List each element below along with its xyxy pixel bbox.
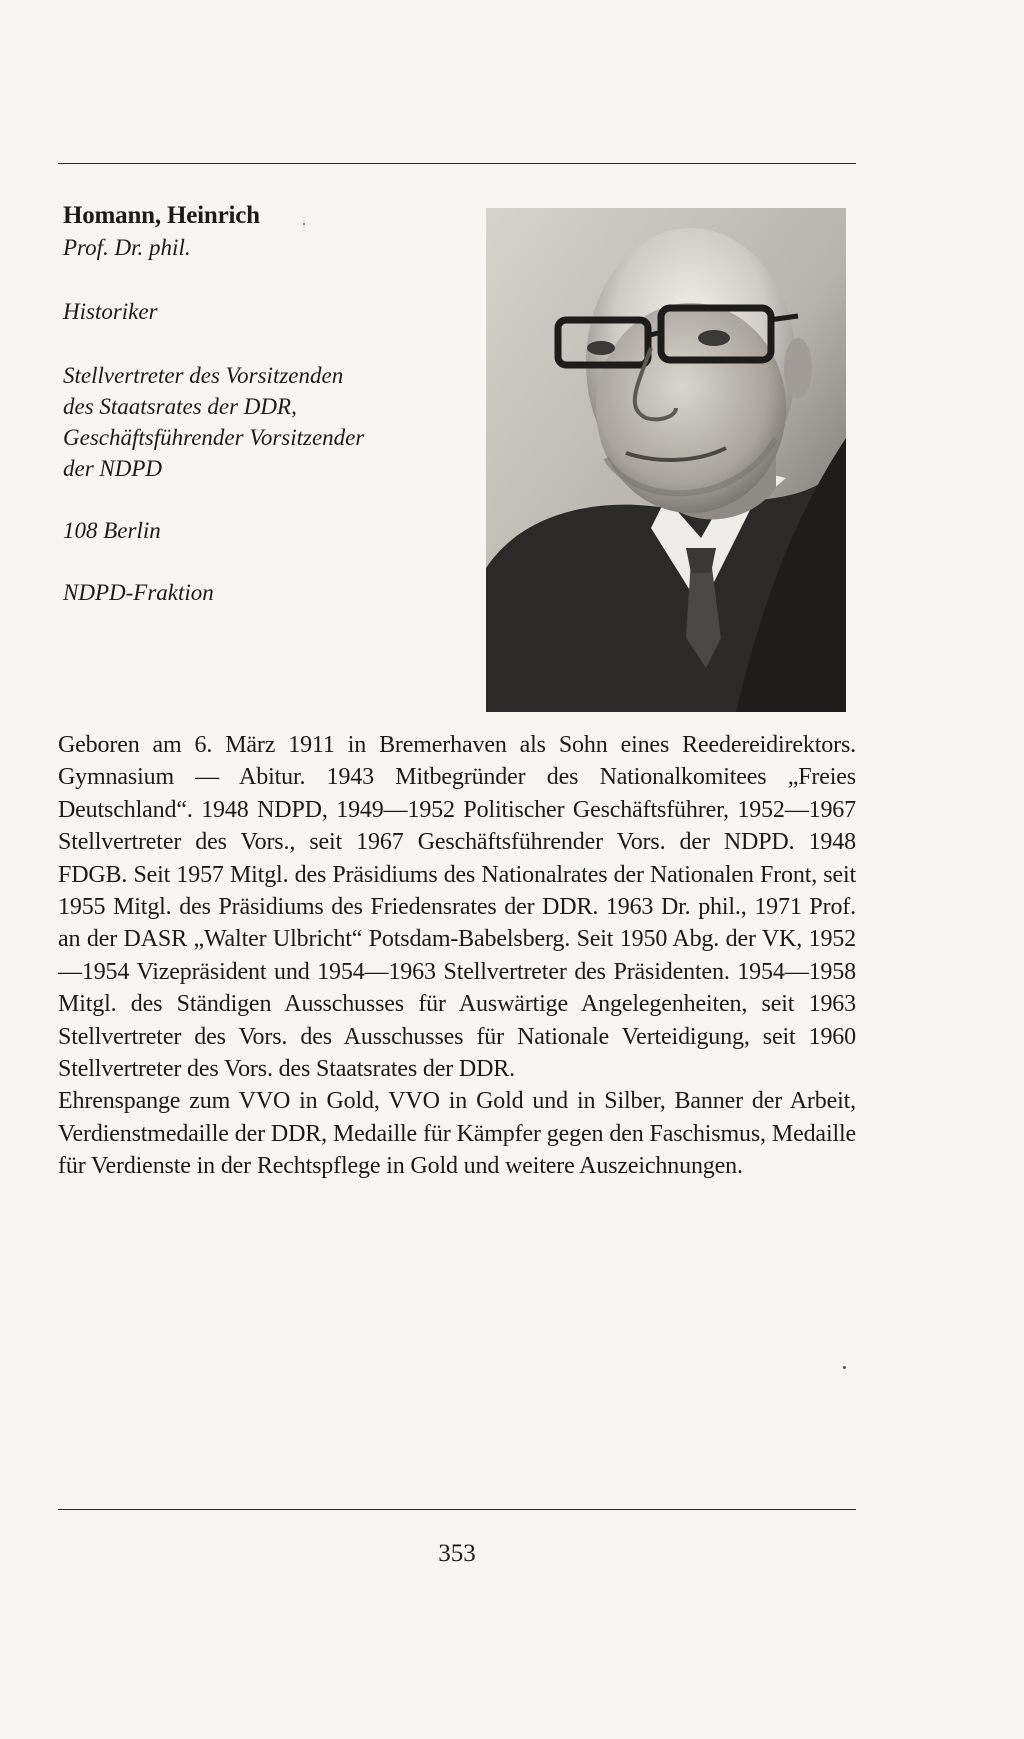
position-line: Geschäftsführender Vorsitzender <box>63 425 365 450</box>
print-speck <box>843 1366 846 1369</box>
entry-header <box>63 200 463 608</box>
position-line: der NDPD <box>63 456 163 481</box>
portrait-photo <box>486 208 846 712</box>
bottom-rule <box>58 1509 856 1510</box>
biography <box>58 729 856 1183</box>
position-line: Stellvertreter des Vorsitzenden <box>63 363 344 388</box>
page-number: 353 <box>438 1540 476 1567</box>
faction: NDPD-Fraktion <box>63 580 214 605</box>
biography-paragraph: Geboren am 6. März 1911 in Bremerhaven als Sohn eines Reedereidirektors. Gymnasium — Abitur. 1943 Mitbegründer des Nationalkomitees „Freies Deutschland“. 1948 NDPD, 1949—1952 Politischer Geschäftsführer, 1952—1967 Stellvertreter des Vors., seit 1967 Geschäftsführender Vors. der NDPD. 1948 FDGB. Seit 1957 Mitgl. des Präsidiums des Nationalrates der Nationalen Front, seit 1955 Mitgl. des Präsidiums des Friedensrates der DDR. 1963 Dr. phil., 1971 Prof. an der DASR „Walter Ulbricht“ Potsdam-Babelsberg. Seit 1950 Abg. der VK, 1952—1954 Vizepräsident und 1954—1963 Stellvertreter des Präsidenten. 1954—1958 Mitgl. des Ständigen Ausschusses für Auswärtige Angelegenheiten, seit 1963 Stellvertreter des Vors. des Ausschusses für Nationale Verteidigung, seit 1960 Stellvertreter des Vors. des Staatsrates der DDR. <box>58 732 856 1083</box>
academic-title: Prof. Dr. phil. <box>63 235 191 260</box>
biography-paragraph: Ehrenspange zum VVO in Gold, VVO in Gold und in Silber, Banner der Arbeit, Verdienstmedaille der DDR, Medaille für Kämpfer gegen den Faschismus, Medaille für Verdienste in der Rechtspflege in Gold und weitere Auszeichnungen. <box>58 1088 856 1180</box>
top-rule <box>58 163 856 164</box>
position-line: des Staatsrates der DDR, <box>63 394 297 419</box>
profession: Historiker <box>63 299 158 324</box>
person-name: Homann, Heinrich <box>63 202 260 229</box>
address: 108 Berlin <box>63 518 161 543</box>
print-speck <box>303 223 305 225</box>
